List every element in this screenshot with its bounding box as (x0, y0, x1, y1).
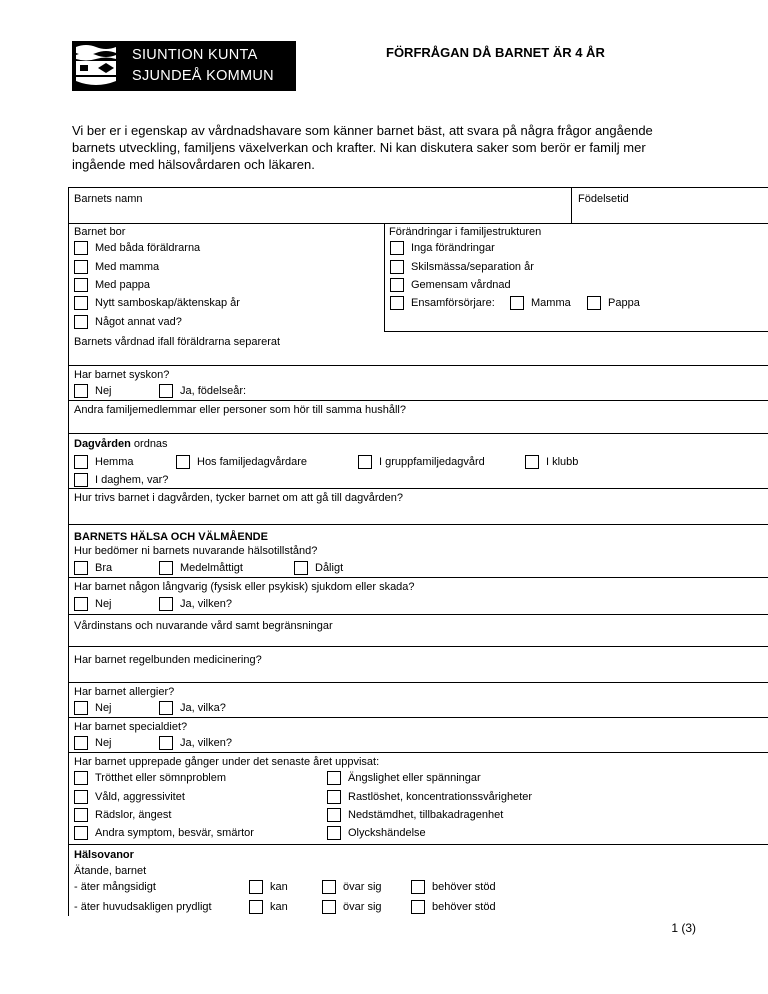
checkbox-aggression[interactable] (74, 790, 88, 804)
option-label: övar sig (343, 881, 382, 893)
option-label: Nej (95, 737, 112, 749)
checkbox-health-poor[interactable] (294, 561, 308, 575)
option-label: Rastlöshet, koncentrationssvårigheter (348, 791, 533, 803)
option-label: Med mamma (95, 261, 160, 273)
option-label: Gemensam vårdnad (411, 279, 511, 291)
lives-with-label: Barnet bor (74, 226, 126, 238)
row-divider (69, 400, 768, 401)
name-divider (571, 188, 572, 224)
checkbox-varied-can[interactable] (249, 880, 263, 894)
checkbox-single-parent[interactable] (390, 296, 404, 310)
checkbox-neat-practicing[interactable] (322, 900, 336, 914)
questionnaire-form (68, 187, 768, 916)
option-label: Mamma (531, 297, 571, 309)
checkbox-neat-can[interactable] (249, 900, 263, 914)
intro-paragraph (72, 122, 697, 173)
row-divider (384, 331, 768, 332)
habit-row-label: - äter huvudsakligen prydligt (74, 901, 212, 913)
option-label: kan (270, 901, 288, 913)
checkbox-siblings-no[interactable] (74, 384, 88, 398)
page-number: 1 (3) (671, 921, 696, 935)
checkbox-diet-no[interactable] (74, 736, 88, 750)
checkbox-diet-yes[interactable] (159, 736, 173, 750)
medication-question: Har barnet regelbunden medicinering? (74, 654, 262, 666)
coat-of-arms-icon (72, 41, 124, 91)
option-label: Olyckshändelse (348, 827, 426, 839)
daycare-wellbeing-question: Hur trivs barnet i dagvården, tycker barnet om att gå till dagvården? (74, 492, 403, 504)
checkbox-allergy-no[interactable] (74, 701, 88, 715)
checkbox-daycare-home[interactable] (74, 455, 88, 469)
option-label: Rädslor, ängest (95, 809, 172, 821)
checkbox-health-good[interactable] (74, 561, 88, 575)
checkbox-group-family-daycare[interactable] (358, 455, 372, 469)
symptoms-question: Har barnet upprepade gånger under det senaste året uppvisat: (74, 756, 380, 768)
option-label: Ja, födelseår: (180, 385, 247, 397)
checkbox-both-parents[interactable] (74, 241, 88, 255)
habit-row-label: - äter mångsidigt (74, 881, 156, 893)
organization-name (132, 45, 274, 87)
birth-date-label: Födelsetid (578, 193, 629, 205)
checkbox-fears[interactable] (74, 808, 88, 822)
option-label: Med båda föräldrarna (95, 242, 201, 254)
row-divider (69, 682, 768, 683)
option-label: Hemma (95, 456, 134, 468)
option-label: Ensamförsörjare: (411, 297, 495, 309)
option-label: Nej (95, 702, 112, 714)
option-label: Något annat vad? (95, 316, 182, 328)
checkbox-single-mother[interactable] (510, 296, 524, 310)
municipality-logo (72, 41, 296, 91)
option-label: I klubb (546, 456, 579, 468)
row-divider (69, 577, 768, 578)
option-label: kan (270, 881, 288, 893)
diet-question: Har barnet specialdiet? (74, 721, 188, 733)
row-divider (69, 717, 768, 718)
checkbox-new-partnership[interactable] (74, 296, 88, 310)
siblings-question: Har barnet syskon? (74, 369, 170, 381)
option-label: Inga förändringar (411, 242, 495, 254)
care-question: Vårdinstans och nuvarande vård samt begränsningar (74, 620, 333, 632)
daycare-label-rest: ordnas (130, 438, 168, 450)
option-label: Nej (95, 385, 112, 397)
org-name-swedish: SJUNDEÅ KOMMUN (132, 68, 274, 84)
option-label: Nedstämdhet, tillbakadragenhet (348, 809, 504, 821)
checkbox-no-changes[interactable] (390, 241, 404, 255)
daycare-label-bold: Dagvården (74, 438, 131, 450)
row-divider (69, 365, 768, 366)
option-label: Hos familjedagvårdare (197, 456, 308, 468)
custody-label: Barnets vårdnad ifall föräldrarna separerat (74, 336, 281, 348)
health-heading: BARNETS HÄLSA OCH VÄLMÅENDE (74, 531, 268, 543)
option-label: Trötthet eller sömnproblem (95, 772, 227, 784)
family-changes-label: Förändringar i familjestrukturen (389, 226, 542, 238)
row-divider (69, 488, 768, 489)
option-label: Ja, vilken? (180, 598, 232, 610)
checkbox-father[interactable] (74, 278, 88, 292)
row-divider (69, 614, 768, 615)
checkbox-depression[interactable] (327, 808, 341, 822)
checkbox-family-daycare[interactable] (176, 455, 190, 469)
option-label: Ja, vilken? (180, 737, 232, 749)
option-label: Våld, aggressivitet (95, 791, 185, 803)
checkbox-varied-practicing[interactable] (322, 880, 336, 894)
row-divider (69, 844, 768, 845)
chronic-illness-question: Har barnet någon långvarig (fysisk eller psykisk) sjukdom eller skada? (74, 581, 415, 593)
checkbox-restlessness[interactable] (327, 790, 341, 804)
checkbox-club[interactable] (525, 455, 539, 469)
row-divider (69, 646, 768, 647)
health-status-question: Hur bedömer ni barnets nuvarande hälsotillstånd? (74, 545, 318, 557)
option-label: Skilsmässa/separation år (411, 261, 534, 273)
checkbox-mother[interactable] (74, 260, 88, 274)
checkbox-daycare-center[interactable] (74, 473, 88, 487)
habits-heading: Hälsovanor (74, 849, 134, 861)
option-label: Ängslighet eller spänningar (348, 772, 481, 784)
allergy-question: Har barnet allergier? (74, 686, 175, 698)
option-label: Medelmåttigt (180, 562, 243, 574)
option-label: Bra (95, 562, 113, 574)
household-question: Andra familjemedlemmar eller personer som hör till samma hushåll? (74, 404, 406, 416)
column-divider (384, 223, 385, 332)
checkbox-joint-custody[interactable] (390, 278, 404, 292)
option-label: Med pappa (95, 279, 151, 291)
row-divider (69, 223, 768, 224)
habits-subheading: Ätande, barnet (74, 865, 147, 877)
checkbox-siblings-yes[interactable] (159, 384, 173, 398)
option-label: Pappa (608, 297, 640, 309)
row-divider (69, 524, 768, 525)
checkbox-varied-needs-support[interactable] (411, 880, 425, 894)
intro-text: Vi ber er i egenskap av vårdnadshavare som känner barnet bäst, att svara på några frågor angående barnets utveckling, familjens växelverkan och krafter. Ni kan diskutera saker som berör er familj mer ingående med hälsovårdaren och läkaren. (72, 123, 653, 172)
option-label: behöver stöd (432, 901, 496, 913)
checkbox-chronic-no[interactable] (74, 597, 88, 611)
checkbox-allergy-yes[interactable] (159, 701, 173, 715)
option-label: övar sig (343, 901, 382, 913)
checkbox-neat-needs-support[interactable] (411, 900, 425, 914)
checkbox-chronic-yes[interactable] (159, 597, 173, 611)
option-label: Nej (95, 598, 112, 610)
row-divider (69, 433, 768, 434)
child-name-label: Barnets namn (74, 193, 143, 205)
org-name-finnish: SIUNTION KUNTA (132, 47, 258, 63)
row-divider (69, 752, 768, 753)
daycare-label (74, 438, 168, 451)
checkbox-other[interactable] (74, 315, 88, 329)
checkbox-accident[interactable] (327, 826, 341, 840)
checkbox-other-symptoms[interactable] (74, 826, 88, 840)
option-label: Nytt samboskap/äktenskap år (95, 297, 240, 309)
option-label: I gruppfamiljedagvård (379, 456, 485, 468)
option-label: I daghem, var? (95, 474, 169, 486)
option-label: Dåligt (315, 562, 344, 574)
option-label: Ja, vilka? (180, 702, 226, 714)
checkbox-divorce[interactable] (390, 260, 404, 274)
checkbox-fatigue[interactable] (74, 771, 88, 785)
option-label: behöver stöd (432, 881, 496, 893)
option-label: Andra symptom, besvär, smärtor (95, 827, 254, 839)
document-title: FÖRFRÅGAN DÅ BARNET ÄR 4 ÅR (386, 45, 605, 60)
checkbox-single-father[interactable] (587, 296, 601, 310)
checkbox-anxiety[interactable] (327, 771, 341, 785)
checkbox-health-average[interactable] (159, 561, 173, 575)
